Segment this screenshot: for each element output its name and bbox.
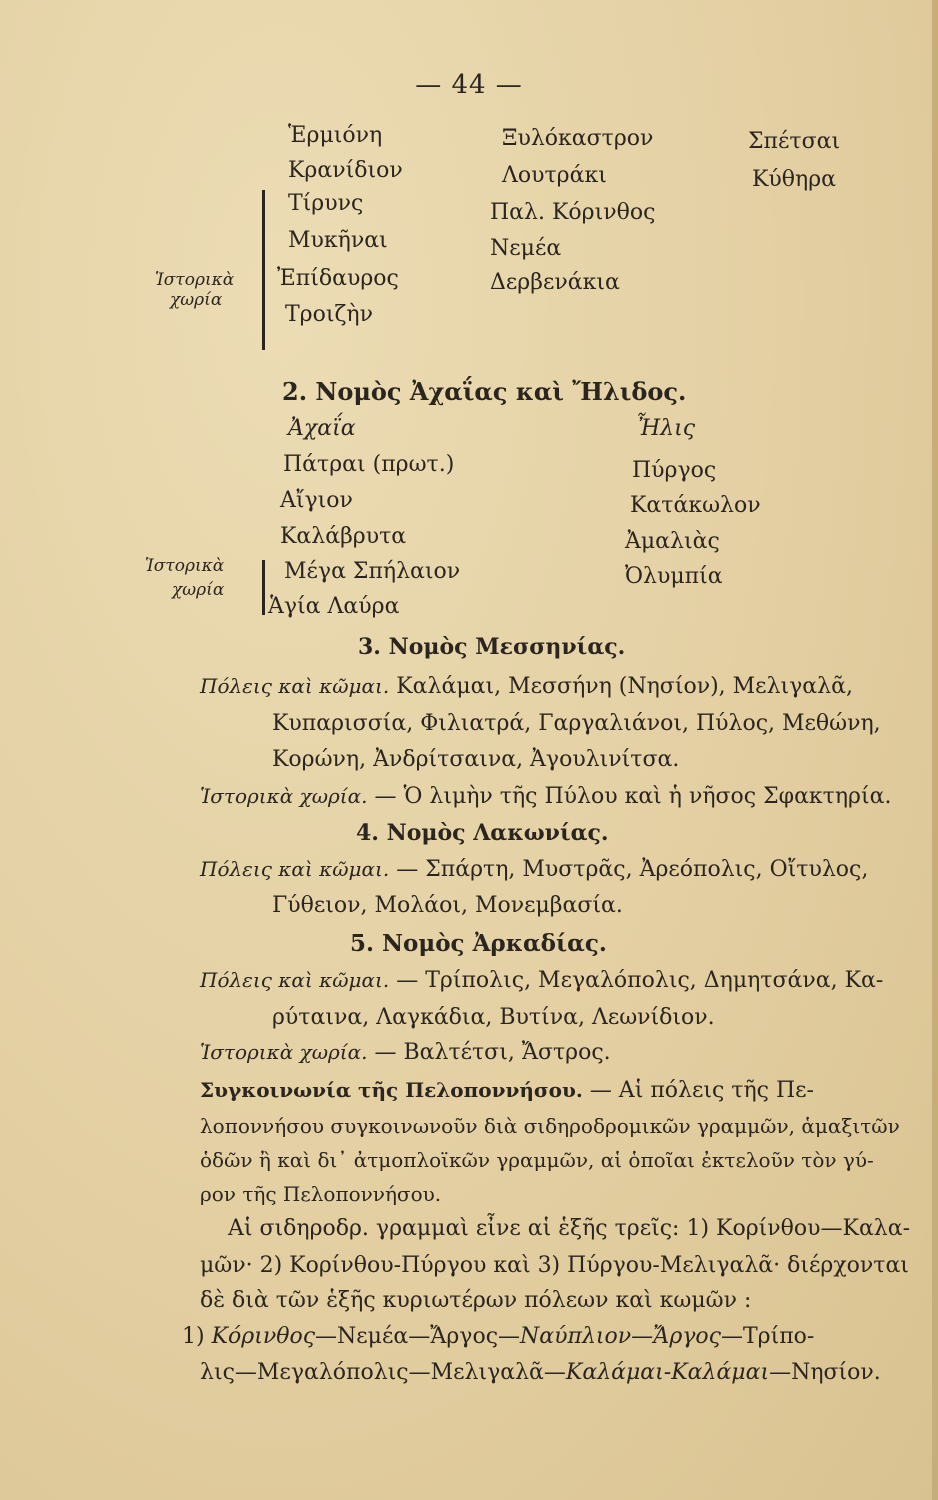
place-name: Κρανίδιον: [288, 158, 403, 183]
text-line: ρύταινα, Λαγκάδια, Βυτίνα, Λεωνίδιον.: [272, 1005, 715, 1030]
side-label: χωρία: [172, 580, 225, 600]
place-name: Ἀμαλιὰς: [625, 529, 720, 554]
place-name: Ξυλόκαστρον: [502, 126, 654, 151]
side-label: χωρία: [170, 290, 223, 310]
place-name: Αἴγιον: [280, 488, 353, 513]
subheading: Πόλεις καὶ κῶμαι.: [200, 674, 390, 698]
text-line: [200, 1042, 611, 1064]
side-label: Ἱστορικὰ: [155, 270, 235, 290]
text: — Αἱ πόλεις τῆς Πε-: [589, 1078, 814, 1103]
brace: [262, 560, 265, 615]
section-heading: Συγκοινωνία τῆς Πελοποννήσου.: [200, 1078, 583, 1102]
text: — Σπάρτη, Μυστρᾶς, Ἀρεόπολις, Οἴτυλος,: [396, 857, 869, 882]
subheading: Ἱστορικὰ χωρία.: [200, 1040, 368, 1064]
subheading: Πόλεις καὶ κῶμαι.: [200, 857, 390, 881]
place-name: Σπέτσαι: [748, 129, 841, 154]
text-line: ὁδῶν ἢ καὶ δι᾽ ἀτμοπλοϊκῶν γραμμῶν, αἱ ὁποῖαι ἐκτελοῦν τὸν γύ-: [200, 1148, 874, 1172]
place-name: Ἑρμιόνη: [288, 123, 383, 148]
route-line: [182, 1326, 814, 1348]
place-name: Μέγα Σπήλαιον: [284, 559, 461, 584]
place-name: Πάτραι (πρωτ.): [283, 452, 455, 477]
text-line: Αἱ σιδηροδρ. γραμμαὶ εἶνε αἱ ἑξῆς τρεῖς: 1) Κορίνθου—Καλα-: [228, 1216, 911, 1241]
place-name: Ἀχαΐα: [288, 416, 356, 441]
section-heading: 4. Νομὸς Λακωνίας.: [356, 820, 609, 846]
text-line: ρον τῆς Πελοποννήσου.: [200, 1182, 442, 1206]
place-name: Παλ. Κόρινθος: [490, 200, 656, 225]
section-heading: 2. Νομὸς Ἀχαΐας καὶ Ἤλιδος.: [282, 377, 687, 406]
place-name: Δερβενάκια: [490, 270, 620, 295]
text-line: Γύθειον, Μολάοι, Μονεμβασία.: [272, 893, 623, 918]
subheading: Πόλεις καὶ κῶμαι.: [200, 968, 390, 992]
route-stops: —Τρίπο-: [720, 1324, 815, 1349]
text-line: λοποννήσου συγκοινωνοῦν διὰ σιδηροδρομικῶν γραμμῶν, ἁμαξιτῶν: [200, 1114, 900, 1138]
section-heading: 3. Νομὸς Μεσσηνίας.: [358, 634, 626, 660]
text: — Ὁ λιμὴν τῆς Πύλου καὶ ἡ νῆσος Σφακτηρία.: [374, 784, 892, 809]
route-stop: Καλάμαι-Καλάμαι: [565, 1360, 770, 1385]
place-name: Καλάβρυτα: [280, 524, 407, 549]
text: Καλάμαι, Μεσσήνη (Νησίον), Μελιγαλᾶ,: [396, 674, 853, 699]
place-name: Πύργος: [632, 458, 717, 483]
place-name: Ἦλις: [636, 416, 696, 441]
route-stop: Κόρινθος: [211, 1324, 316, 1349]
place-name: Μυκῆναι: [288, 228, 388, 253]
subheading: Ἱστορικὰ χωρία.: [200, 784, 368, 808]
route-stop: —Ἄργος: [631, 1324, 721, 1349]
place-name: Τίρυνς: [288, 191, 364, 216]
place-name: Ἐπίδαυρος: [277, 266, 399, 291]
text-line: [200, 676, 853, 698]
text-line: Κυπαρισσία, Φιλιατρά, Γαργαλιάνοι, Πύλος, Μεθώνη,: [272, 711, 881, 736]
section-heading: 5. Νομὸς Ἀρκαδίας.: [350, 930, 607, 957]
text-line: [200, 970, 883, 992]
side-label: Ἱστορικὰ: [145, 556, 225, 576]
route-stop: Ναύπλιον: [520, 1324, 632, 1349]
text-line: Κορώνη, Ἀνδρίτσαινα, Ἀγουλινίτσα.: [272, 747, 680, 772]
place-name: Νεμέα: [490, 236, 562, 261]
place-name: Ἁγία Λαύρα: [268, 594, 400, 619]
route-stops: λις—Μεγαλόπολις—Μελιγαλᾶ—: [200, 1360, 566, 1385]
text-line: [200, 859, 868, 881]
text: — Τρίπολις, Μεγαλόπολις, Δημητσάνα, Κα-: [396, 968, 884, 993]
route-stops: —Νησίον.: [769, 1360, 881, 1385]
text: — Βαλτέτσι, Ἄστρος.: [374, 1040, 611, 1065]
place-name: Λουτράκι: [502, 163, 607, 188]
page-edge: [932, 0, 938, 1500]
place-name: Τροιζὴν: [285, 302, 373, 327]
route-stops: —Νεμέα—Ἄργος—: [315, 1324, 521, 1349]
place-name: Ὀλυμπία: [625, 564, 723, 589]
brace: [262, 190, 265, 350]
text-line: μῶν· 2) Κορίνθου-Πύργου καὶ 3) Πύργου-Μελιγαλᾶ· διέρχονται: [200, 1253, 909, 1278]
text-line: [200, 786, 891, 808]
page-number: — 44 —: [415, 70, 523, 100]
text-line: δὲ διὰ τῶν ἑξῆς κυριωτέρων πόλεων καὶ κωμῶν :: [200, 1288, 752, 1313]
place-name: Κατάκωλον: [630, 493, 761, 518]
route-line: [200, 1362, 881, 1384]
place-name: Κύθηρα: [752, 167, 837, 192]
route-number: 1): [182, 1324, 205, 1349]
text-line: [200, 1080, 814, 1102]
